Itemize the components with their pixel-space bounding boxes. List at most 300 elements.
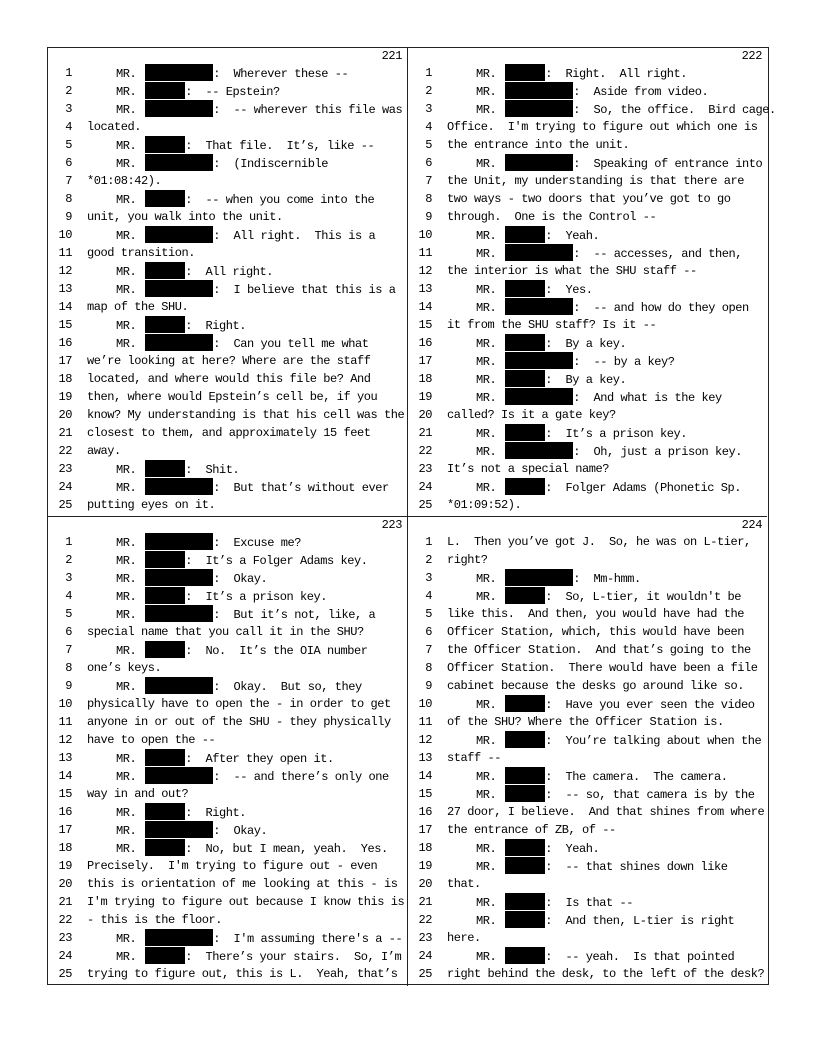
transcript-line — [48, 731, 407, 749]
transcript-line — [48, 587, 407, 605]
line-text: : Folger Adams (Phonetic Sp. — [545, 481, 742, 495]
transcript-page-224 — [408, 517, 767, 986]
transcript-line — [408, 496, 767, 514]
speaker-line — [87, 262, 273, 281]
line-text: : And then, L-tier is right — [545, 914, 735, 928]
speaker-line — [87, 947, 401, 966]
speaker-title: MR. — [116, 265, 137, 279]
redaction-box — [145, 262, 185, 279]
line-text: : Aside from video. — [573, 85, 709, 99]
speaker-title: MR. — [116, 536, 137, 550]
transcript-line — [48, 623, 407, 641]
line-text: cabinet because the desks go around like so. — [447, 679, 745, 693]
line-text: that. — [447, 877, 481, 891]
speaker-title: MR. — [476, 698, 497, 712]
line-text: : -- when you come into the — [185, 193, 375, 207]
transcript-line — [408, 767, 767, 785]
speaker-title: MR. — [116, 770, 137, 784]
speaker-title: MR. — [476, 914, 497, 928]
redaction-box — [145, 749, 185, 766]
line-text: It’s not a special name? — [447, 462, 610, 476]
line-text: good transition. — [87, 246, 196, 260]
transcript-line — [408, 154, 767, 172]
line-number: 13 — [58, 751, 72, 765]
transcript-line — [48, 190, 407, 208]
line-text: 27 door, I believe. And that shines from where — [447, 805, 765, 819]
transcript-line — [48, 334, 407, 352]
transcript-line — [48, 316, 407, 334]
redaction-box — [145, 587, 185, 604]
transcript-line — [408, 352, 767, 370]
line-text: then, where would Epstein’s cell be, if you — [87, 390, 378, 404]
transcript-line — [408, 208, 767, 226]
redaction-box — [505, 388, 573, 405]
line-text: it from the SHU staff? Is it -- — [447, 318, 657, 332]
transcript-line — [408, 947, 767, 965]
speaker-title: MR. — [116, 481, 137, 495]
line-number: 24 — [58, 480, 72, 494]
line-number: 20 — [418, 408, 432, 422]
line-text: way in and out? — [87, 787, 189, 801]
line-text: right behind the desk, to the left of the desk? — [447, 967, 765, 981]
line-text: have to open the -- — [87, 733, 216, 747]
redaction-box — [145, 334, 213, 351]
transcript-line — [408, 857, 767, 875]
speaker-title: MR. — [476, 481, 497, 495]
speaker-line — [447, 424, 687, 443]
line-number: 8 — [425, 192, 432, 206]
line-number: 4 — [425, 120, 432, 134]
redaction-box — [145, 100, 213, 117]
speaker-line — [447, 857, 728, 876]
speaker-title: MR. — [476, 247, 497, 261]
transcript-line — [48, 370, 407, 388]
transcript-line — [48, 172, 407, 190]
line-number: 23 — [58, 462, 72, 476]
transcript-line — [48, 875, 407, 893]
speaker-title: MR. — [116, 752, 137, 766]
page-number: 224 — [741, 518, 762, 532]
transcript-line — [408, 244, 767, 262]
transcript-line — [48, 893, 407, 911]
line-text: staff -- — [447, 751, 502, 765]
speaker-title: MR. — [116, 85, 137, 99]
line-text: : Can you tell me what — [213, 337, 369, 351]
transcript-page-221 — [48, 48, 408, 517]
line-number: 21 — [58, 895, 72, 909]
line-number: 20 — [418, 877, 432, 891]
transcript-line — [48, 208, 407, 226]
line-text: : Okay. — [213, 824, 268, 838]
redaction-box — [505, 731, 545, 748]
line-number: 21 — [58, 426, 72, 440]
speaker-title: MR. — [116, 806, 137, 820]
redaction-box — [505, 893, 545, 910]
redaction-box — [505, 370, 545, 387]
transcript-line — [408, 533, 767, 551]
redaction-box — [505, 154, 573, 171]
line-text: : -- accesses, and then, — [573, 247, 743, 261]
line-text: through. One is the Control -- — [447, 210, 657, 224]
transcript-line — [48, 677, 407, 695]
line-text: : -- and how do they open — [573, 301, 749, 315]
speaker-title: MR. — [476, 103, 497, 117]
speaker-title: MR. — [116, 554, 137, 568]
speaker-title: MR. — [116, 67, 137, 81]
transcript-line — [408, 713, 767, 731]
redaction-box — [145, 64, 213, 81]
line-number: 18 — [58, 841, 72, 855]
line-number: 7 — [425, 174, 432, 188]
speaker-title: MR. — [116, 463, 137, 477]
line-text: : You’re talking about when the — [545, 734, 762, 748]
speaker-title: MR. — [116, 283, 137, 297]
speaker-title: MR. — [116, 572, 137, 586]
speaker-title: MR. — [116, 157, 137, 171]
transcript-line — [408, 388, 767, 406]
transcript-line — [408, 911, 767, 929]
line-number: 14 — [418, 769, 432, 783]
line-number: 22 — [418, 913, 432, 927]
speaker-line — [447, 388, 722, 407]
line-number: 12 — [58, 733, 72, 747]
line-number: 18 — [418, 841, 432, 855]
line-number: 22 — [58, 444, 72, 458]
line-text: : Right. — [185, 319, 247, 333]
transcript-line — [408, 875, 767, 893]
redaction-box — [145, 280, 213, 297]
speaker-line — [87, 334, 369, 353]
line-text: : But that’s without ever — [213, 481, 389, 495]
transcript-line — [408, 839, 767, 857]
speaker-title: MR. — [116, 608, 137, 622]
line-text: *01:08:42). — [87, 174, 162, 188]
speaker-title: MR. — [476, 283, 497, 297]
line-number: 12 — [418, 264, 432, 278]
line-text: : All right. — [185, 265, 274, 279]
speaker-title: MR. — [116, 950, 137, 964]
speaker-line — [87, 64, 348, 83]
transcript-line — [408, 136, 767, 154]
line-text: : -- that shines down like — [545, 860, 728, 874]
line-text: : Right. — [185, 806, 247, 820]
transcript-line — [408, 64, 767, 82]
line-number: 8 — [425, 661, 432, 675]
line-text: : Okay. — [213, 572, 268, 586]
line-number: 12 — [58, 264, 72, 278]
speaker-line — [447, 587, 741, 606]
redaction-box — [505, 82, 573, 99]
line-number: 23 — [418, 462, 432, 476]
speaker-line — [447, 280, 593, 299]
transcript-line — [408, 785, 767, 803]
line-number: 17 — [58, 354, 72, 368]
line-number: 18 — [418, 372, 432, 386]
line-text: : -- wherever this file was — [213, 103, 403, 117]
speaker-line — [87, 551, 368, 570]
redaction-box — [505, 298, 573, 315]
line-number: 6 — [65, 156, 72, 170]
redaction-box — [505, 839, 545, 856]
line-number: 23 — [58, 931, 72, 945]
line-text: : Shit. — [185, 463, 240, 477]
line-text: Precisely. I'm trying to figure out - even — [87, 859, 378, 873]
line-text: : Okay. But so, they — [213, 680, 362, 694]
line-number: 25 — [418, 967, 432, 981]
speaker-line — [447, 226, 599, 245]
speaker-title: MR. — [476, 860, 497, 874]
line-text: : So, the office. Bird cage. — [573, 103, 776, 117]
speaker-line — [87, 100, 402, 119]
speaker-line — [87, 226, 375, 245]
line-number: 20 — [58, 877, 72, 891]
speaker-title: MR. — [476, 337, 497, 351]
speaker-line — [447, 569, 641, 588]
speaker-title: MR. — [476, 770, 497, 784]
transcript-line — [408, 442, 767, 460]
line-text: located, and where would this file be? And — [87, 372, 371, 386]
speaker-line — [87, 136, 374, 155]
transcript-line — [408, 370, 767, 388]
line-number: 1 — [425, 66, 432, 80]
line-number: 25 — [58, 967, 72, 981]
line-text: called? Is it a gate key? — [447, 408, 616, 422]
line-text: : I'm assuming there's a -- — [213, 932, 403, 946]
line-text: here. — [447, 931, 481, 945]
speaker-title: MR. — [476, 842, 497, 856]
transcript-line — [48, 767, 407, 785]
line-text: know? My understanding is that his cell was the — [87, 408, 405, 422]
transcript-line — [48, 839, 407, 857]
redaction-box — [145, 82, 185, 99]
line-number: 19 — [58, 859, 72, 873]
speaker-line — [447, 334, 626, 353]
line-text: L. Then you’ve got J. So, he was on L-tier, — [447, 535, 751, 549]
speaker-title: MR. — [476, 896, 497, 910]
transcript-line — [408, 226, 767, 244]
redaction-box — [505, 280, 545, 297]
line-number: 24 — [58, 949, 72, 963]
line-number: 7 — [425, 643, 432, 657]
speaker-line — [87, 605, 375, 624]
line-text: : After they open it. — [185, 752, 334, 766]
line-text: we’re looking at here? Where are the staff — [87, 354, 371, 368]
line-number: 14 — [58, 300, 72, 314]
redaction-box — [145, 551, 185, 568]
transcript-line — [48, 118, 407, 136]
transcript-line — [48, 947, 407, 965]
speaker-title: MR. — [116, 103, 137, 117]
line-text: : -- and there’s only one — [213, 770, 389, 784]
line-number: 20 — [58, 408, 72, 422]
speaker-line — [87, 154, 328, 173]
transcript-line — [48, 406, 407, 424]
transcript-line — [48, 100, 407, 118]
line-text: : It’s a Folger Adams key. — [185, 554, 368, 568]
line-number: 11 — [418, 246, 432, 260]
speaker-title: MR. — [476, 373, 497, 387]
redaction-box — [145, 821, 213, 838]
redaction-box — [145, 226, 213, 243]
line-number: 9 — [425, 210, 432, 224]
line-number: 9 — [65, 679, 72, 693]
page-number: 223 — [381, 518, 402, 532]
transcript-line — [408, 316, 767, 334]
line-text: : But it’s not, like, a — [213, 608, 376, 622]
speaker-title: MR. — [476, 355, 497, 369]
transcript-sheet — [47, 47, 776, 985]
transcript-line — [408, 641, 767, 659]
line-text: : Is that -- — [545, 896, 634, 910]
speaker-line — [447, 478, 741, 497]
speaker-title: MR. — [116, 319, 137, 333]
line-number: 13 — [58, 282, 72, 296]
transcript-line — [408, 298, 767, 316]
transcript-line — [48, 533, 407, 551]
transcript-line — [408, 623, 767, 641]
redaction-box — [505, 64, 545, 81]
line-text: : Yeah. — [545, 842, 600, 856]
transcript-line — [48, 496, 407, 514]
line-text: like this. And then, you would have had the — [447, 607, 745, 621]
transcript-line — [408, 893, 767, 911]
speaker-line — [447, 695, 755, 714]
line-text: : By a key. — [545, 337, 627, 351]
speaker-title: MR. — [116, 590, 137, 604]
speaker-line — [447, 298, 749, 317]
speaker-title: MR. — [476, 391, 497, 405]
transcript-line — [408, 100, 776, 118]
transcript-line — [48, 785, 407, 803]
line-number: 24 — [418, 949, 432, 963]
line-text: : No, but I mean, yeah. Yes. — [185, 842, 388, 856]
line-text: two ways - two doors that you’ve got to go — [447, 192, 731, 206]
line-number: 13 — [418, 282, 432, 296]
redaction-box — [505, 695, 545, 712]
line-text: the entrance of ZB, of -- — [447, 823, 616, 837]
transcript-line — [48, 803, 407, 821]
line-text: : Wherever these -- — [213, 67, 349, 81]
transcript-line — [48, 857, 407, 875]
transcript-line — [408, 605, 767, 623]
redaction-box — [505, 767, 545, 784]
line-number: 9 — [65, 210, 72, 224]
redaction-box — [505, 785, 545, 802]
redaction-box — [145, 677, 213, 694]
line-number: 11 — [418, 715, 432, 729]
transcript-line — [48, 821, 407, 839]
transcript-line — [408, 424, 767, 442]
redaction-box — [505, 587, 545, 604]
line-text: physically have to open the - in order to get — [87, 697, 391, 711]
line-text: the Officer Station. And that’s going to the — [447, 643, 751, 657]
speaker-title: MR. — [476, 950, 497, 964]
line-text: : Right. All right. — [545, 67, 688, 81]
speaker-line — [447, 785, 755, 804]
speaker-title: MR. — [476, 445, 497, 459]
speaker-line — [87, 767, 389, 786]
redaction-box — [505, 442, 573, 459]
line-number: 2 — [425, 84, 432, 98]
line-text: anyone in or out of the SHU - they physically — [87, 715, 391, 729]
transcript-line — [48, 965, 407, 983]
speaker-line — [447, 244, 742, 263]
line-number: 21 — [418, 426, 432, 440]
line-number: 5 — [425, 607, 432, 621]
redaction-box — [505, 334, 545, 351]
speaker-title: MR. — [116, 229, 137, 243]
line-number: 15 — [418, 318, 432, 332]
transcript-line — [408, 551, 767, 569]
line-text: unit, you walk into the unit. — [87, 210, 283, 224]
transcript-line — [408, 749, 767, 767]
speaker-line — [87, 803, 246, 822]
transcript-line — [408, 965, 767, 983]
speaker-line — [87, 641, 368, 660]
transcript-line — [408, 821, 767, 839]
line-number: 10 — [418, 697, 432, 711]
transcript-line — [48, 64, 407, 82]
line-number: 10 — [58, 228, 72, 242]
transcript-line — [48, 136, 407, 154]
line-text: : Mm-hmm. — [573, 572, 641, 586]
speaker-line — [87, 478, 389, 497]
line-text: special name that you call it in the SHU? — [87, 625, 364, 639]
redaction-box — [145, 803, 185, 820]
line-number: 5 — [65, 607, 72, 621]
speaker-title: MR. — [476, 85, 497, 99]
transcript-line — [48, 641, 407, 659]
speaker-title: MR. — [116, 139, 137, 153]
speaker-line — [87, 839, 388, 858]
line-number: 16 — [418, 336, 432, 350]
transcript-line — [408, 82, 767, 100]
line-number: 4 — [65, 589, 72, 603]
transcript-line — [408, 677, 767, 695]
transcript-line — [408, 569, 767, 587]
speaker-title: MR. — [116, 824, 137, 838]
transcript-line — [48, 605, 407, 623]
redaction-box — [145, 839, 185, 856]
line-number: 14 — [418, 300, 432, 314]
transcript-line — [408, 803, 767, 821]
speaker-title: MR. — [116, 644, 137, 658]
line-number: 14 — [58, 769, 72, 783]
redaction-box — [145, 929, 213, 946]
transcript-line — [408, 118, 767, 136]
redaction-box — [505, 424, 545, 441]
line-text: *01:09:52). — [447, 498, 522, 512]
line-text: : The camera. The camera. — [545, 770, 728, 784]
line-number: 3 — [425, 102, 432, 116]
redaction-box — [145, 136, 185, 153]
transcript-line — [48, 280, 407, 298]
line-text: the Unit, my understanding is that there are — [447, 174, 745, 188]
line-text: : Yeah. — [545, 229, 600, 243]
transcript-line — [48, 442, 407, 460]
line-number: 23 — [418, 931, 432, 945]
line-number: 2 — [65, 553, 72, 567]
transcript-line — [48, 569, 407, 587]
transcript-line — [48, 659, 407, 677]
speaker-line — [447, 370, 626, 389]
transcript-line — [408, 406, 767, 424]
line-text: the entrance into the unit. — [447, 138, 630, 152]
line-number: 15 — [418, 787, 432, 801]
line-number: 8 — [65, 661, 72, 675]
transcript-line — [48, 82, 407, 100]
line-text: Officer Station. There would have been a file — [447, 661, 758, 675]
